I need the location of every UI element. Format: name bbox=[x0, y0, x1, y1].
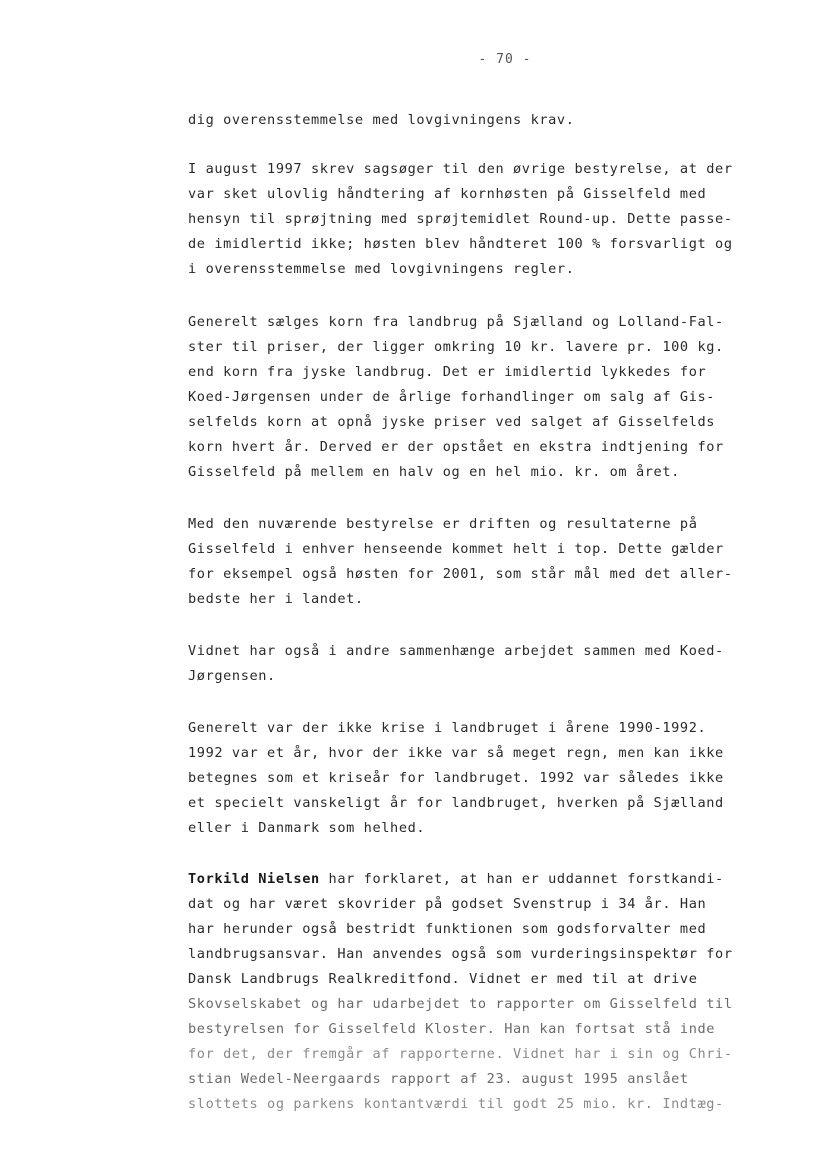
text-line: ster til priser, der ligger omkring 10 kr. lavere pr. 100 kg. bbox=[188, 339, 724, 355]
text-line: Gisselfeld på mellem en halv og en hel mio. kr. om året. bbox=[188, 464, 680, 480]
text-line: var sket ulovlig håndtering af kornhøsten på Gisselfeld med bbox=[188, 186, 707, 202]
text-line: de imidlertid ikke; høsten blev håndteret 100 % forsvarligt og bbox=[188, 236, 733, 252]
text-line: 1992 var et år, hvor der ikke var så meget regn, men kan ikke bbox=[188, 745, 724, 761]
text-line: selfelds korn at opnå jyske priser ved salget af Gisselfelds bbox=[188, 414, 716, 430]
text-line: landbrugsansvar. Han anvendes også som vurderingsinspektør for bbox=[188, 946, 733, 962]
text-line: bedste her i landet. bbox=[188, 591, 364, 607]
text-line: stian Wedel-Neergaards rapport af 23. august 1995 anslået bbox=[188, 1071, 689, 1087]
text-line: korn hvert år. Derved er der opstået en ekstra indtjening for bbox=[188, 439, 724, 455]
text-line: Generelt sælges korn fra landbrug på Sjælland og Lolland-Fal- bbox=[188, 314, 724, 330]
text-line: Generelt var der ikke krise i landbruget i årene 1990-1992. bbox=[188, 720, 707, 736]
text-line: I august 1997 skrev sagsøger til den øvrige bestyrelse, at der bbox=[188, 161, 733, 177]
text-line: et specielt vanskeligt år for landbruget, hverken på Sjælland bbox=[188, 795, 724, 811]
text-line: Med den nuværende bestyrelse er driften og resultaterne på bbox=[188, 516, 698, 532]
text-span: har forklaret, at han er uddannet forstkandi- bbox=[319, 871, 724, 887]
text-line: for eksempel også høsten for 2001, som står mål med det aller- bbox=[188, 566, 733, 582]
page-number: - 70 - bbox=[478, 52, 532, 67]
text-line: eller i Danmark som helhed. bbox=[188, 820, 426, 836]
witness-name: Torkild Nielsen bbox=[188, 871, 320, 887]
text-line: Skovselskabet og har udarbejdet to rapporter om Gisselfeld til bbox=[188, 996, 733, 1012]
text-line: dig overensstemmelse med lovgivningens krav. bbox=[188, 112, 575, 128]
text-line: Gisselfeld i enhver henseende kommet helt i top. Dette gælder bbox=[188, 541, 724, 557]
text-line: betegnes som et kriseår for landbruget. 1992 var således ikke bbox=[188, 770, 724, 786]
text-line: Jørgensen. bbox=[188, 668, 276, 684]
text-line: i overensstemmelse med lovgivningens regler. bbox=[188, 261, 575, 277]
text-line: har herunder også bestridt funktionen som godsforvalter med bbox=[188, 921, 707, 937]
text-line: slottets og parkens kontantværdi til godt 25 mio. kr. Indtæg- bbox=[188, 1096, 724, 1112]
text-line: bestyrelsen for Gisselfeld Kloster. Han kan fortsat stå inde bbox=[188, 1021, 716, 1037]
text-line: Koed-Jørgensen under de årlige forhandlinger om salg af Gis- bbox=[188, 389, 716, 405]
text-line: end korn fra jyske landbrug. Det er imidlertid lykkedes for bbox=[188, 364, 707, 380]
text-line: Vidnet har også i andre sammenhænge arbejdet sammen med Koed- bbox=[188, 643, 724, 659]
text-line: for det, der fremgår af rapporterne. Vidnet har i sin og Chri- bbox=[188, 1046, 733, 1062]
text-line: hensyn til sprøjtning med sprøjtemidlet Round-up. Dette passe- bbox=[188, 211, 733, 227]
text-line bbox=[188, 873, 724, 887]
text-line: dat og har været skovrider på godset Svenstrup i 34 år. Han bbox=[188, 896, 707, 912]
text-line: Dansk Landbrugs Realkreditfond. Vidnet er med til at drive bbox=[188, 971, 698, 987]
